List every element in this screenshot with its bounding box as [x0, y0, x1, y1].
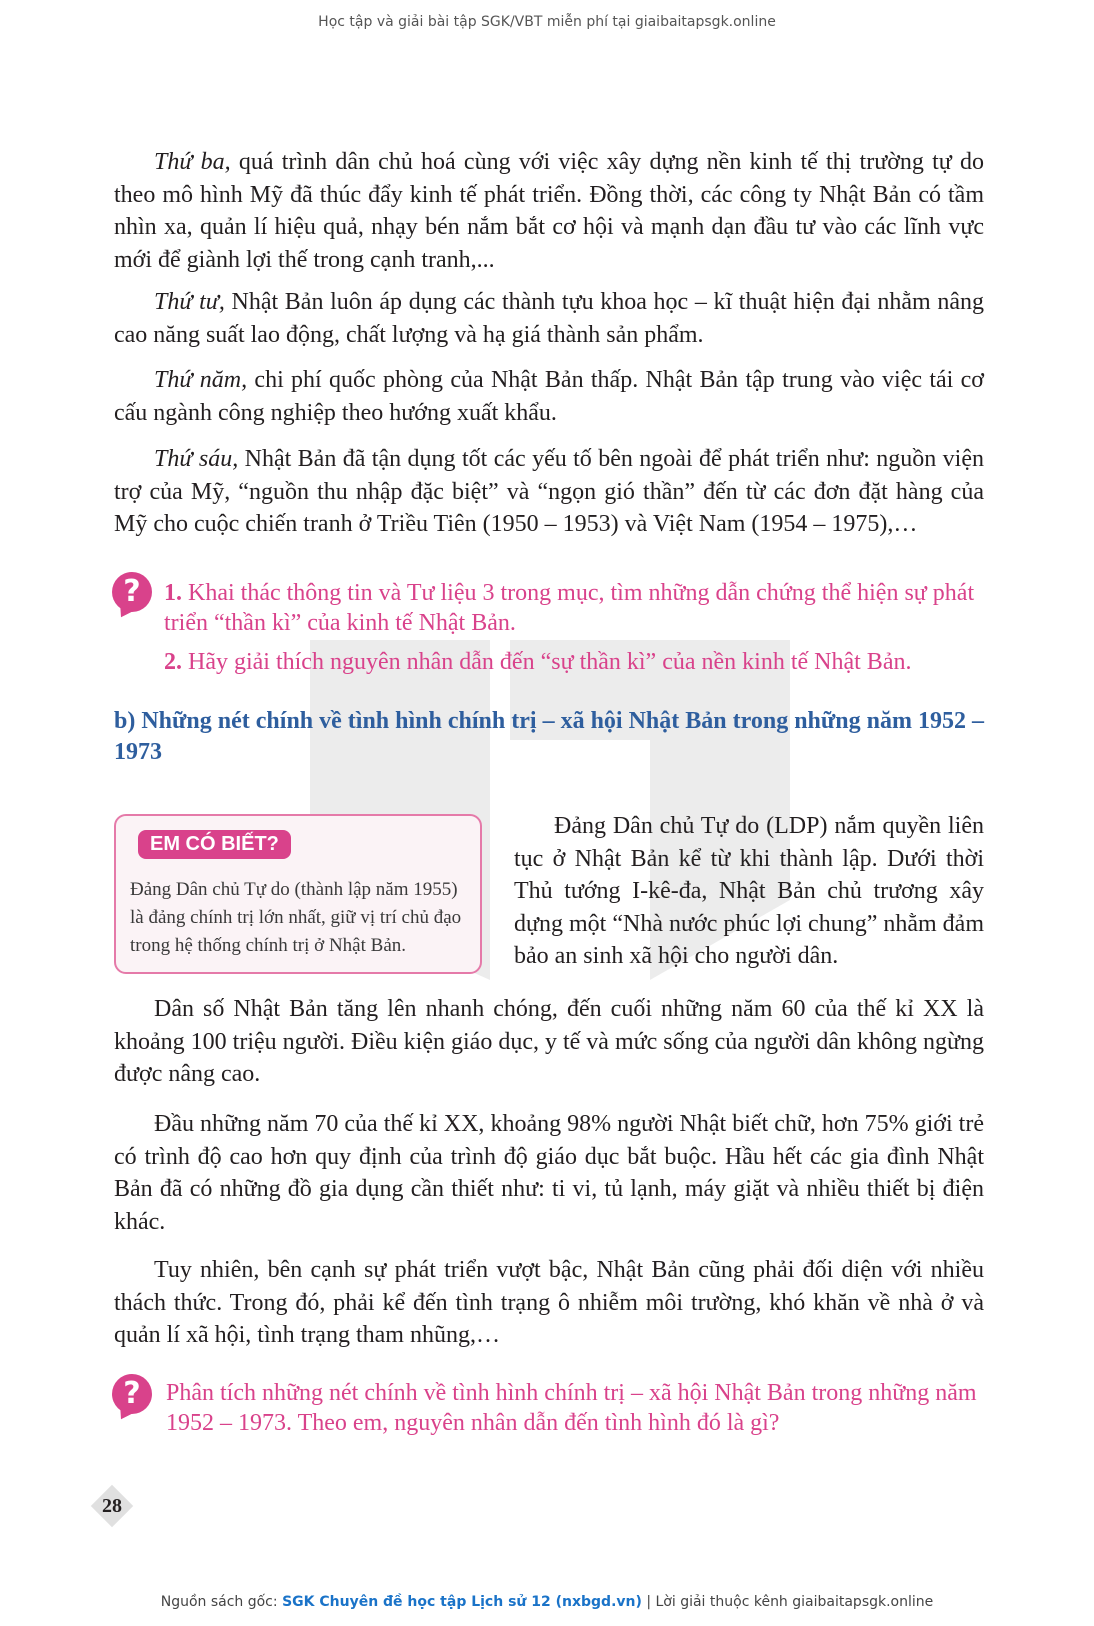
question-text: Khai thác thông tin và Tư liệu 3 trong mục, tìm những dẫn chứng thể hiện sự phát triển “thần kì” của kinh tế Nhật Bản. [164, 580, 975, 636]
paragraph-body: Nhật Bản luôn áp dụng các thành tựu khoa học – kĩ thuật hiện đại nhằm nâng cao năng suất lao động, chất lượng và hạ giá thành sản phẩm. [114, 289, 984, 348]
paragraph-challenges: Tuy nhiên, bên cạnh sự phát triển vượt bậc, Nhật Bản cũng phải đối diện với nhiều thách thức. Trong đó, phải kể đến tình trạng ô nhiễm môi trường, khó khăn về nhà ở và quản lí xã hội, tình trạng tham nhũng,… [114, 1257, 984, 1348]
question-text: Hãy giải thích nguyên nhân dẫn đến “sự thần kì” của nền kinh tế Nhật Bản. [188, 649, 912, 675]
paragraph-body: Nhật Bản đã tận dụng tốt các yếu tố bên ngoài để phát triển như: nguồn viện trợ của Mỹ, “nguồn thu nhập đặc biệt” và “ngọn gió thần” đến từ các đơn đặt hàng của Mỹ cho cuộc chiến tranh ở Triều Tiên (1950 – 1953) và Việt Nam (1954 – 1975),… [114, 446, 985, 537]
paragraph-body: chi phí quốc phòng của Nhật Bản thấp. Nhật Bản tập trung vào việc tái cơ cấu ngành công nghiệp theo hướng xuất khẩu. [114, 367, 984, 426]
page-number-badge [92, 1486, 132, 1526]
did-you-know-title: EM CÓ BIẾT? [138, 830, 291, 859]
paragraph-thu-nam [114, 364, 984, 429]
paragraph-thu-sau [114, 443, 984, 541]
paragraph-lead: Thứ năm, [154, 367, 248, 393]
question-icon: ? [112, 1374, 152, 1414]
top-banner: Học tập và giải bài tập SGK/VBT miễn phí tại giaibaitapsgk.online [318, 14, 776, 30]
footer [0, 1594, 1094, 1610]
question-number: 2. [164, 649, 182, 675]
paragraph-population: Dân số Nhật Bản tăng lên nhanh chóng, đến cuối những năm 60 của thế kỉ XX là khoảng 100 triệu người. Điều kiện giáo dục, y tế và mức sống của người dân không ngừng được nâng cao. [114, 996, 984, 1087]
paragraph-thu-tu [114, 286, 984, 351]
did-you-know-text: Đảng Dân chủ Tự do (thành lập năm 1955) là đảng chính trị lớn nhất, giữ vị trí chủ đạo trong hệ thống chính trị ở Nhật Bản. [130, 879, 462, 956]
footer-suffix: | Lời giải thuộc kênh giaibaitapsgk.online [641, 1594, 934, 1610]
page-number: 28 [102, 1495, 122, 1517]
paragraph-lead: Thứ tư, [154, 289, 225, 315]
paragraph-thu-ba [114, 146, 984, 276]
did-you-know-box [114, 814, 482, 974]
question-icon: ? [112, 572, 152, 612]
paragraph-education: Đầu những năm 70 của thế kỉ XX, khoảng 98% người Nhật biết chữ, hơn 75% giới trẻ có trình độ cao hơn quy định của trình độ giáo dục bắt buộc. Hầu hết các gia đình Nhật Bản đã có những đồ gia dụng cần thiết như: ti vi, tủ lạnh, máy giặt và nhiều thiết bị điện khác. [114, 1111, 984, 1235]
paragraph-lead: Thứ sáu, [154, 446, 239, 472]
question-number: 1. [164, 580, 182, 606]
question-item-1 [164, 578, 984, 638]
question-item-analysis: Phân tích những nét chính về tình hình chính trị – xã hội Nhật Bản trong những năm 1952 – 1973. Theo em, nguyên nhân dẫn đến tình hình đó là gì? [166, 1380, 977, 1436]
paragraph-body: quá trình dân chủ hoá cùng với việc xây dựng nền kinh tế thị trường tự do theo mô hình Mỹ đã thúc đẩy kinh tế phát triển. Đồng thời, các công ty Nhật Bản có tầm nhìn xa, quản lí hiệu quả, nhạy bén nắm bắt cơ hội và mạnh dạn đầu tư vào các lĩnh vực mới để giành lợi thế trong cạnh tranh,... [114, 149, 985, 273]
footer-prefix: Nguồn sách gốc: [160, 1594, 283, 1610]
paragraph-lead: Thứ ba, [154, 149, 231, 175]
section-heading-b: b) Những nét chính về tình hình chính trị – xã hội Nhật Bản trong những năm 1952 – 1973 [114, 708, 984, 765]
footer-source-link[interactable]: SGK Chuyên đề học tập Lịch sử 12 (nxbgd.vn) [282, 1594, 642, 1610]
question-item-2 [164, 647, 984, 677]
paragraph-ldp: Đảng Dân chủ Tự do (LDP) nắm quyền liên tục ở Nhật Bản kể từ khi thành lập. Dưới thời Thủ tướng I-kê-đa, Nhật Bản chủ trương xây dựng một “Nhà nước phúc lợi chung” nhằm đảm bảo an sinh xã hội cho người dân. [514, 813, 984, 969]
